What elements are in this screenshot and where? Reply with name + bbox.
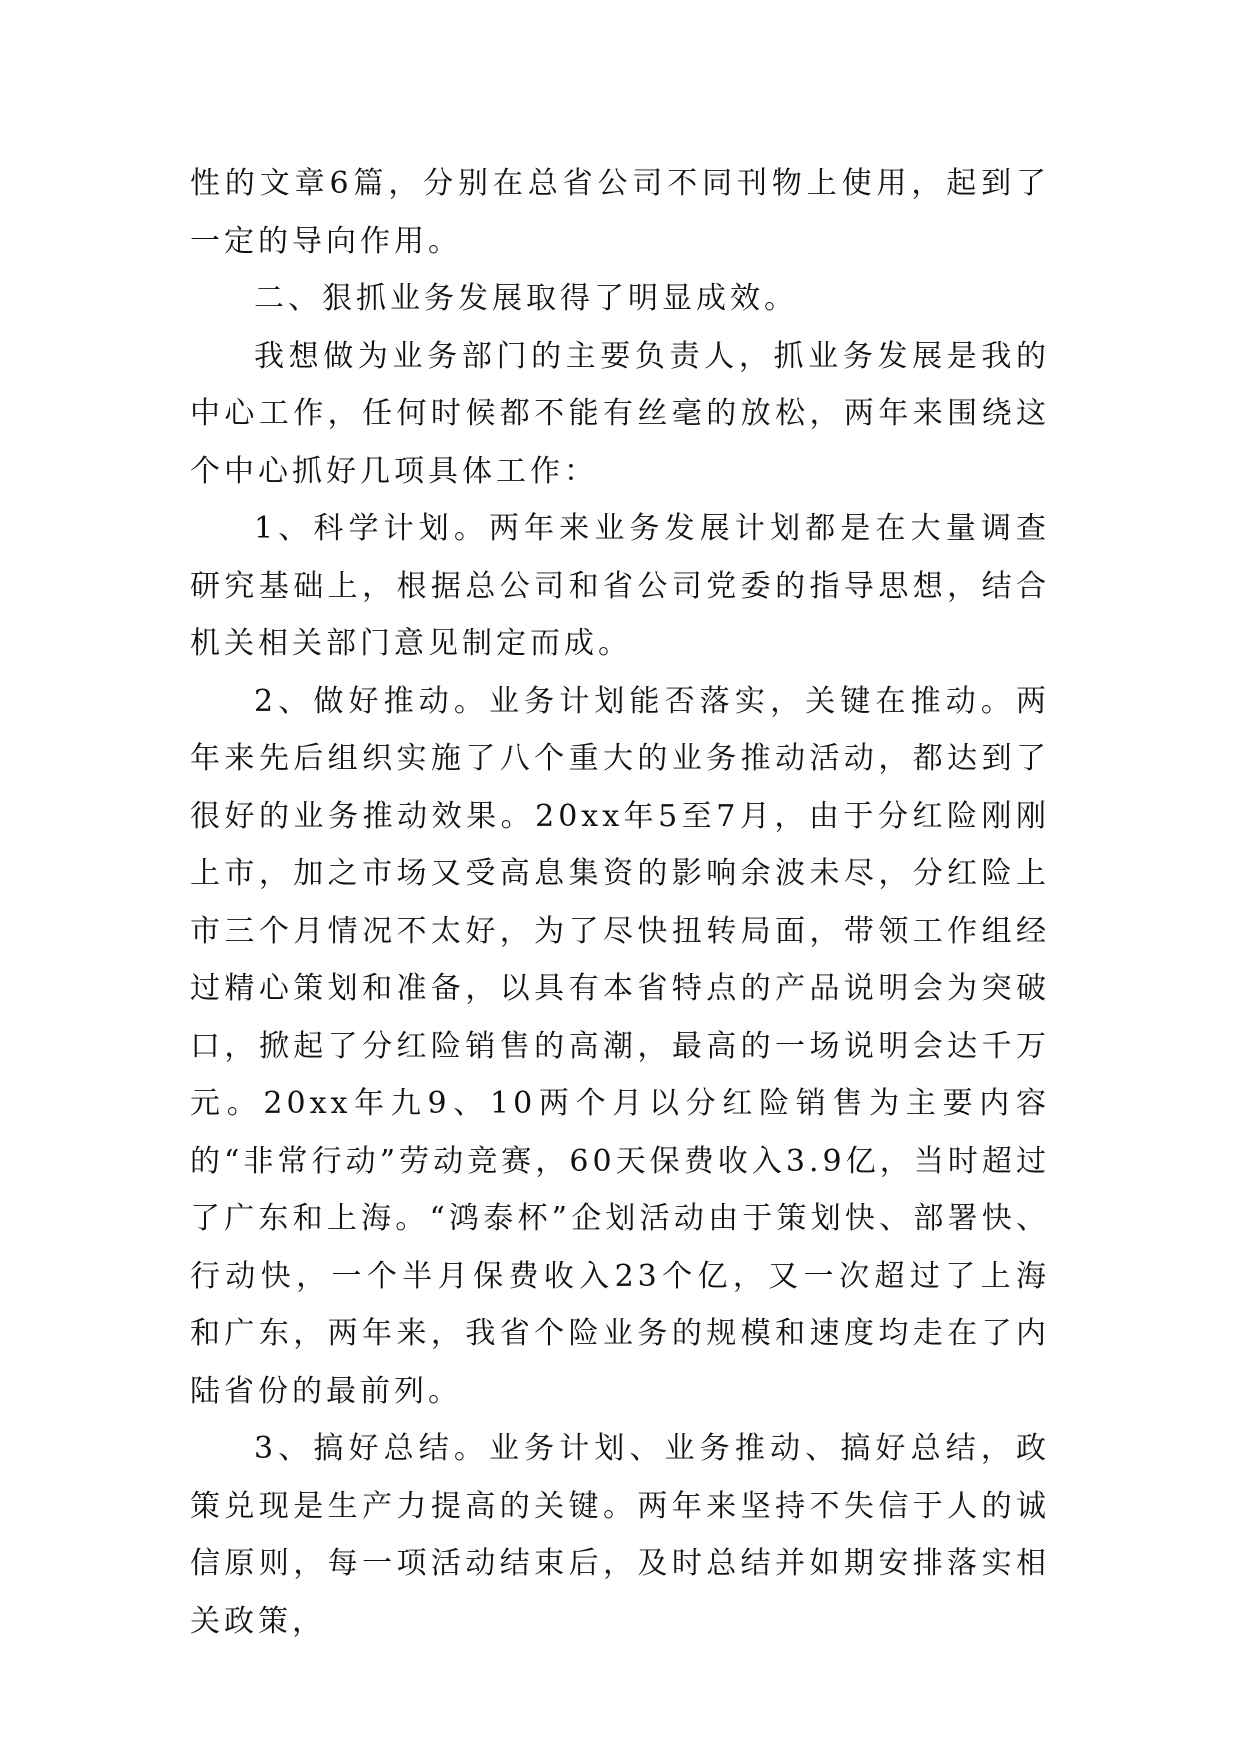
paragraph-1: 性的文章6篇，分别在总省公司不同刊物上使用，起到了一定的导向作用。 <box>190 166 1050 259</box>
paragraph-item-1: 1、科学计划。两年来业务发展计划都是在大量调查研究基础上，根据总公司和省公司党委的指导思想，结合机关相关部门意见制定而成。 <box>190 511 1050 661</box>
paragraph-item-2: 2、做好推动。业务计划能否落实，关键在推动。两年来先后组织实施了八个重大的业务推动活动，都达到了很好的业务推动效果。20xx年5至7月，由于分红险刚刚上市，加之市场又受高息集资的影响余波未尽，分红险上市三个月情况不太好，为了尽快扭转局面，带领工作组经过精心策划和准备，以具有本省特点的产品说明会为突破口，掀起了分红险销售的高潮，最高的一场说明会达千万元。20xx年九9、10两个月以分红险销售为主要内容的“非常行动”劳动竞赛，60天保费收入3.9亿，当时超过了广东和上海。“鸿泰杯”企划活动由于策划快、部署快、行动快，一个半月保费收入23个亿，又一次超过了上海和广东，两年来，我省个险业务的规模和速度均走在了内陆省份的最前列。 <box>190 683 1050 1409</box>
document-page <box>190 155 1050 1650</box>
section-heading-2: 二、狠抓业务发展取得了明显成效。 <box>254 281 798 316</box>
paragraph-item-3: 3、搞好总结。业务计划、业务推动、搞好总结，政策兑现是生产力提高的关键。两年来坚持不失信于人的诚信原则，每一项活动结束后，及时总结并如期安排落实相关政策， <box>190 1431 1050 1639</box>
paragraph-intro: 我想做为业务部门的主要负责人，抓业务发展是我的中心工作，任何时候都不能有丝毫的放松，两年来围绕这个中心抓好几项具体工作： <box>190 338 1050 489</box>
